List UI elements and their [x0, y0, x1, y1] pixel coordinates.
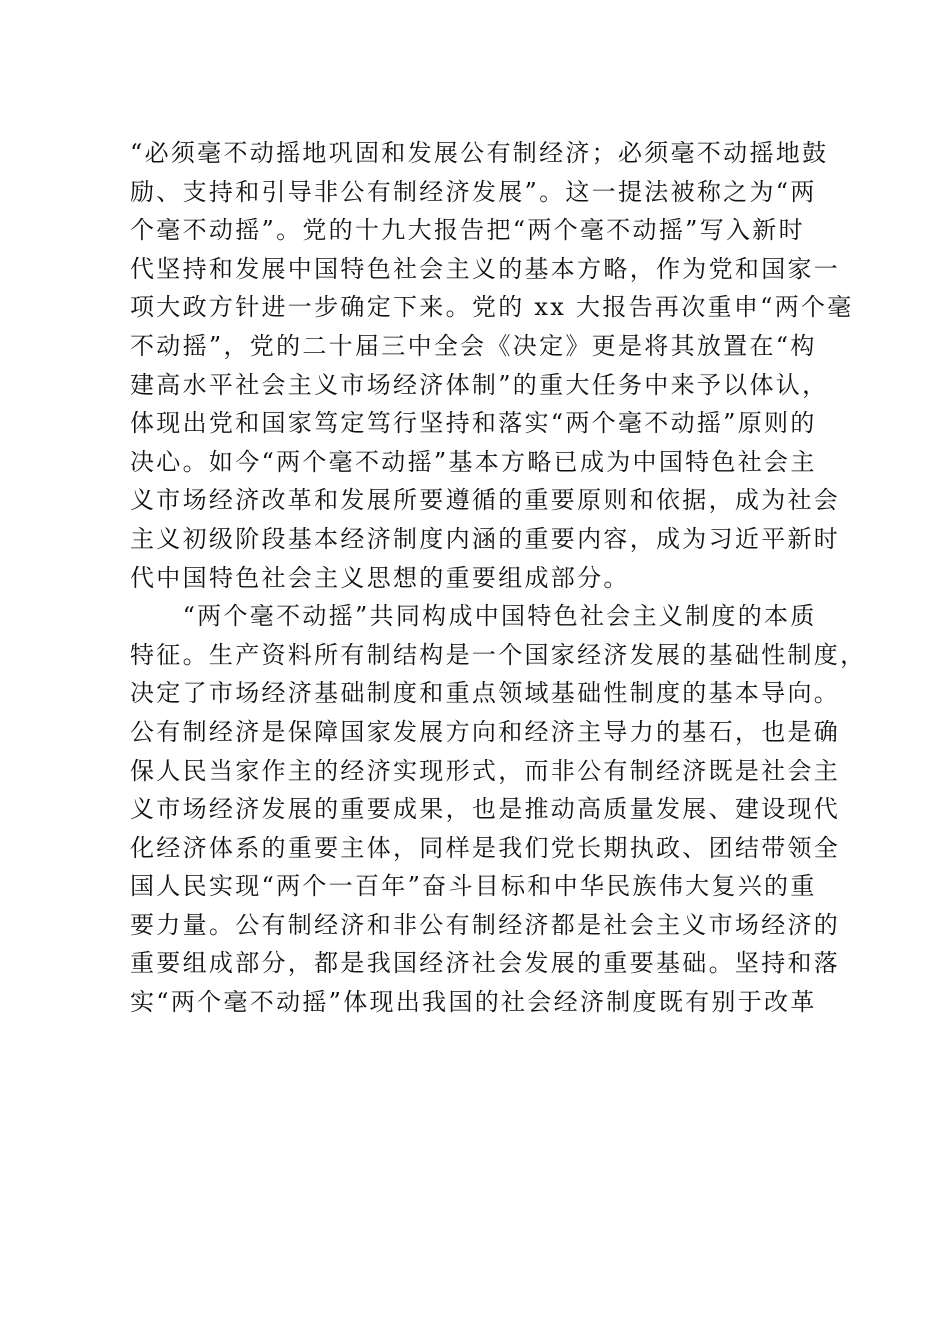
text-line: 义市场经济发展的重要成果，也是推动高质量发展、建设现代	[130, 795, 841, 824]
text-line: 决定了市场经济基础制度和重点领域基础性制度的基本导向。	[130, 679, 841, 708]
document-body	[130, 134, 867, 1022]
text-line: 代坚持和发展中国特色社会主义的基本方略，作为党和国家一	[130, 254, 841, 283]
text-line: “两个毫不动摇”共同构成中国特色社会主义制度的本质	[130, 602, 817, 631]
paragraph-1	[130, 134, 854, 597]
text-line: 个毫不动摇”。党的十九大报告把“两个毫不动摇”写入新时	[130, 216, 805, 245]
text-line: 不动摇”，党的二十届三中全会《决定》更是将其放置在“构	[130, 331, 817, 360]
text-line: 化经济体系的重要主体，同样是我们党长期执政、团结带领全	[130, 833, 841, 862]
text-line: 保人民当家作主的经济实现形式，而非公有制经济既是社会主	[130, 756, 841, 785]
text-line: 励、支持和引导非公有制经济发展”。这一提法被称之为“两	[130, 177, 817, 206]
text-line: 项大政方针进一步确定下来。党的 xx 大报告再次重申“两个毫	[130, 293, 854, 322]
text-line: 义市场经济改革和发展所要遵循的重要原则和依据，成为社会	[130, 486, 841, 515]
text-line: 重要组成部分，都是我国经济社会发展的重要基础。坚持和落	[130, 949, 841, 978]
text-line: 实“两个毫不动摇”体现出我国的社会经济制度既有别于改革	[130, 988, 817, 1017]
text-line: 建高水平社会主义市场经济体制”的重大任务中来予以体认，	[130, 370, 829, 399]
text-line: 特征。生产资料所有制结构是一个国家经济发展的基础性制度，	[130, 640, 867, 669]
text-line: 公有制经济是保障国家发展方向和经济主导力的基石，也是确	[130, 717, 841, 746]
text-line: “必须毫不动摇地巩固和发展公有制经济；必须毫不动摇地鼓	[130, 139, 829, 167]
text-line: 主义初级阶段基本经济制度内涵的重要内容，成为习近平新时	[130, 524, 841, 553]
text-line: 要力量。公有制经济和非公有制经济都是社会主义市场经济的	[130, 910, 841, 939]
text-line: 体现出党和国家笃定笃行坚持和落实“两个毫不动摇”原则的	[130, 409, 817, 438]
text-line: 代中国特色社会主义思想的重要组成部分。	[130, 563, 630, 592]
paragraph-2	[130, 597, 867, 1022]
text-line: 国人民实现“两个一百年”奋斗目标和中华民族伟大复兴的重	[130, 872, 817, 901]
text-line: 决心。如今“两个毫不动摇”基本方略已成为中国特色社会主	[130, 447, 817, 476]
